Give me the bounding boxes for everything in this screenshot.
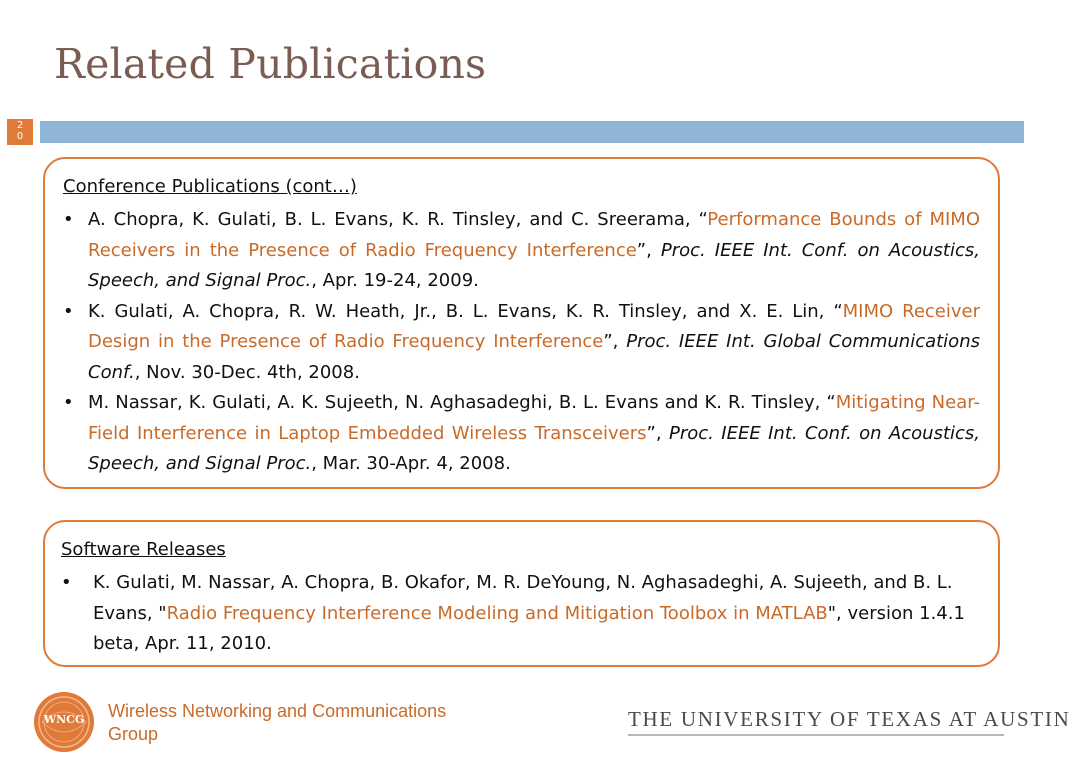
ref-version-date: ", version 1.4.1 beta, Apr. 11, 2010. <box>93 602 965 654</box>
ref-paper-title: Performance Bounds of MIMO Receivers in the Presence of Radio Frequency Interference <box>88 209 980 261</box>
logo-text: WNCG <box>43 713 85 726</box>
university-wordmark: THE UNIVERSITY OF TEXAS AT AUSTIN <box>628 707 1070 731</box>
list-item <box>63 388 980 480</box>
slide-title: Related Publications <box>54 40 487 88</box>
list-item <box>61 568 980 660</box>
ref-venue: Proc. IEEE Int. Global Communications Conf. <box>88 331 980 383</box>
ref-authors: M. Nassar, K. Gulati, A. K. Sujeeth, N. Aghasadeghi, B. L. Evans and K. R. Tinsley, “ <box>88 392 836 413</box>
ref-separator: ”, <box>646 422 669 444</box>
org-name: Wireless Networking and Communications Group <box>108 701 447 744</box>
conference-publications-box <box>43 157 1000 489</box>
ref-authors: K. Gulati, M. Nassar, A. Chopra, B. Okafor, M. R. DeYoung, N. Aghasadeghi, A. Sujeeth, and B. L. Evans, " <box>93 572 953 624</box>
header-divider-bar <box>40 121 1024 143</box>
university-underline <box>628 734 1004 736</box>
ref-paper-title: MIMO Receiver Design in the Presence of Radio Frequency Interference <box>88 300 980 352</box>
ref-authors: A. Chopra, K. Gulati, B. L. Evans, K. R. Tinsley, and C. Sreerama, “ <box>88 209 708 230</box>
ref-software-title: Radio Frequency Interference Modeling and Mitigation Toolbox in MATLAB <box>166 602 828 624</box>
ref-date: , Mar. 30-Apr. 4, 2008. <box>311 453 511 474</box>
software-releases-box <box>43 520 1000 667</box>
list-item <box>63 205 980 297</box>
ref-venue: Proc. IEEE Int. Conf. on Acoustics, Speech, and Signal Proc. <box>88 239 980 291</box>
slide-number-digit-2: 0 <box>16 131 24 142</box>
list-item <box>63 297 980 389</box>
conference-heading: Conference Publications (cont…) <box>63 176 357 197</box>
slide-number-digit-1: 2 <box>16 120 24 131</box>
wncg-logo <box>34 692 94 752</box>
ref-separator: ”, <box>603 331 627 352</box>
ref-date: , Apr. 19-24, 2009. <box>311 270 479 291</box>
software-heading: Software Releases <box>61 539 226 560</box>
ref-paper-title: Mitigating Near-Field Interference in Laptop Embedded Wireless Transceivers <box>88 392 981 444</box>
software-list <box>61 568 980 660</box>
ref-date: , Nov. 30-Dec. 4th, 2008. <box>134 361 360 383</box>
ref-venue: Proc. IEEE Int. Conf. on Acoustics, Speech, and Signal Proc. <box>88 422 980 474</box>
slide-number <box>7 119 33 145</box>
ref-separator: ”, <box>636 239 661 261</box>
ref-authors: K. Gulati, A. Chopra, R. W. Heath, Jr., B. L. Evans, K. R. Tinsley, and X. E. Lin, “ <box>88 300 843 322</box>
conference-list <box>63 205 980 480</box>
